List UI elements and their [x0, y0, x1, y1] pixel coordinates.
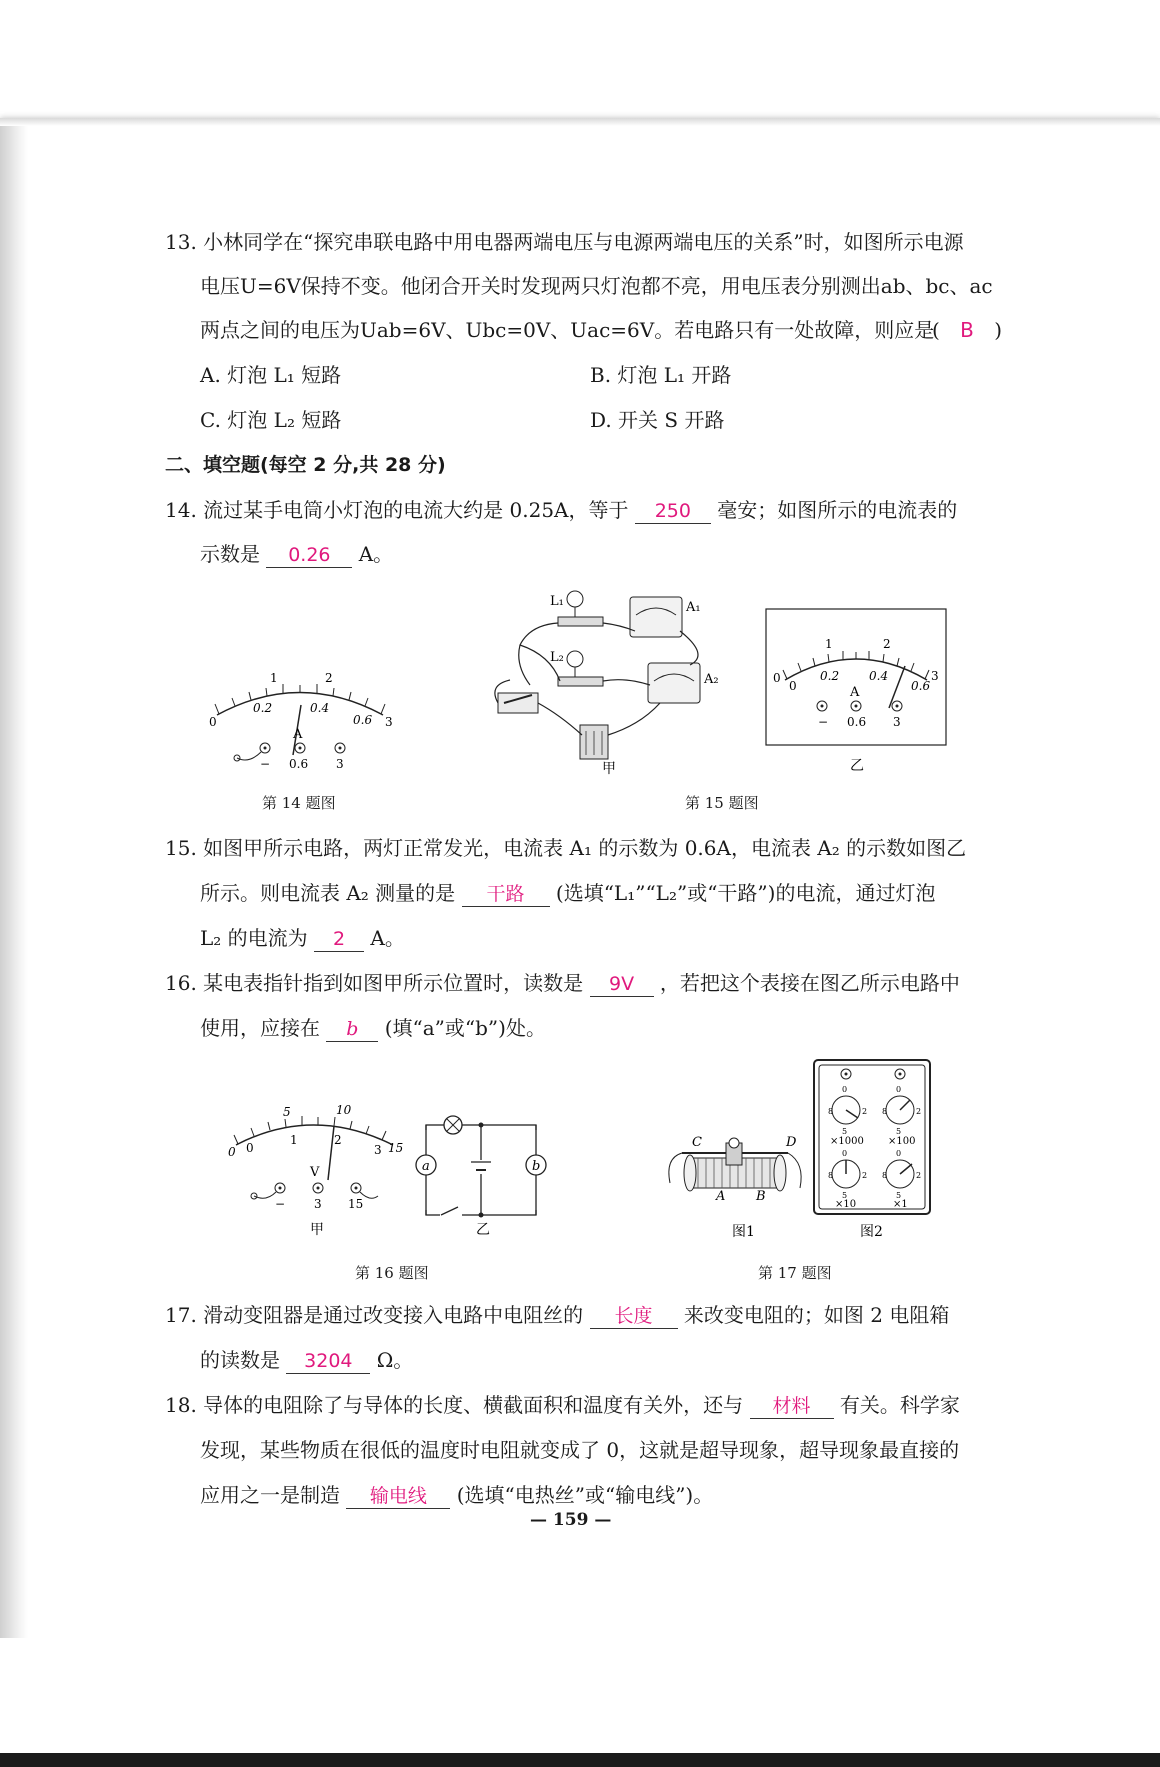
q15-answer1: 干路: [462, 882, 550, 907]
fig17-mult-1000: ×1000: [830, 1136, 864, 1147]
q18-text-d: (选填“电热丝”或“输电线”)。: [456, 1483, 714, 1507]
q18-answer1: 材料: [750, 1394, 834, 1419]
q14-text-b: 毫安；如图所示的电流表的: [717, 498, 958, 522]
fig14-term-06: 0.6: [289, 757, 309, 771]
fig17-d1000-2: 2: [862, 1107, 868, 1116]
fig16-b0: 0: [246, 1141, 254, 1155]
fig16-top-5: 5: [283, 1105, 291, 1119]
q16-line2: [200, 1014, 546, 1042]
fig17-d1000-8: 8: [828, 1107, 834, 1116]
q14-text-a: 14. 流过某手电筒小灯泡的电流大约是 0.25A，等于: [165, 498, 629, 522]
fig14-bottom-06: 0.6: [353, 713, 373, 727]
fig17-caption: 第 17 题图: [758, 1264, 832, 1282]
q14-text-c: 示数是: [200, 542, 260, 566]
q18-answer2: 输电线: [346, 1484, 450, 1509]
fig17-d1-2: 2: [916, 1171, 922, 1180]
fig16-end-0: 0: [228, 1145, 236, 1159]
fig16-end-15: 15: [388, 1141, 404, 1155]
fig16-label-b: b: [532, 1159, 541, 1174]
q14-text-d: A。: [358, 542, 394, 566]
fig17-mult-100: ×100: [888, 1136, 916, 1147]
fig17-d100-8: 8: [882, 1107, 888, 1116]
fig17-label-d: D: [786, 1135, 797, 1150]
fig16-term-15: 15: [348, 1197, 364, 1211]
q13-option-d: D. 开关 S 开路: [590, 408, 725, 432]
bottom-bar: [0, 1753, 1160, 1767]
q18-line1: [165, 1391, 960, 1419]
q16-text-a: 16. 某电表指针指到如图甲所示位置时，读数是: [165, 971, 584, 995]
q13-answer: B: [960, 318, 974, 342]
q15-line2: [200, 879, 935, 907]
q14-line1: [165, 496, 957, 524]
fig15-meter-b02: 0.2: [820, 669, 840, 683]
q16-answer2: b: [326, 1017, 378, 1042]
fig15-meter-term-neg: −: [818, 715, 829, 729]
q18-text-a: 18. 导体的电阻除了与导体的长度、横截面积和温度有关外，还与: [165, 1393, 744, 1417]
page-spine-shadow: [0, 118, 28, 1638]
fig15-meter-yi: [765, 608, 947, 778]
fig14-end-0: 0: [209, 715, 217, 729]
fig15-meter-top-1: 1: [825, 637, 833, 651]
fig15-meter-end-0: 0: [773, 671, 781, 685]
fig16-label-jia: 甲: [310, 1222, 324, 1238]
q13-line2: 电压U=6V保持不变。他闭合开关时发现两只灯泡都不亮，用电压表分别测出ab、bc、ac: [200, 274, 993, 298]
fig17-d1-8: 8: [882, 1171, 888, 1180]
q13-option-a: A. 灯泡 L₁ 短路: [200, 363, 342, 387]
fig17-label-c: C: [692, 1135, 702, 1150]
q18-line3: [200, 1481, 713, 1509]
q17-line2: [200, 1346, 413, 1374]
fig15-meter-term-3: 3: [893, 715, 901, 729]
fig16-unit: V: [310, 1165, 320, 1180]
fig14-unit: A: [293, 727, 303, 742]
fig16-voltmeter-circuit: [228, 1100, 548, 1240]
fig14-end-3: 3: [385, 715, 393, 729]
q17-text-b: 来改变电阻的；如图 2 电阻箱: [683, 1303, 950, 1327]
q18-text-b: 有关。科学家: [839, 1393, 960, 1417]
fig16-label-a: a: [422, 1159, 430, 1174]
fig15-meter-top-2: 2: [883, 637, 891, 651]
fig17-d10-0: 0: [842, 1149, 848, 1158]
q15-line3: [200, 924, 405, 952]
fig14-bottom-04: 0.4: [310, 701, 330, 715]
fig15-meter-b06: 0.6: [911, 679, 931, 693]
q17-text-c: 的读数是: [200, 1348, 280, 1372]
q18-text-c: 应用之一是制造: [200, 1483, 340, 1507]
q17-answer2: 3204: [286, 1349, 370, 1374]
fig14-bottom-02: 0.2: [253, 701, 273, 715]
fig14-top-2: 2: [325, 671, 333, 685]
fig14-top-1: 1: [270, 671, 278, 685]
q14-answer1: 250: [635, 499, 711, 524]
fig17-mult-10: ×10: [835, 1199, 857, 1210]
fig17-label-b: B: [756, 1189, 766, 1204]
fig15-meter-end-3: 3: [931, 669, 939, 683]
fig15-label-l2: L₂: [550, 650, 564, 665]
fig14-caption: 第 14 题图: [262, 794, 336, 812]
fig16-term-neg: −: [275, 1197, 286, 1211]
fig16-top-10: 10: [336, 1103, 352, 1117]
fig15-meter-term-06: 0.6: [847, 715, 867, 729]
section-title: 二、填空题(每空 2 分,共 28 分): [165, 454, 446, 476]
top-margin: [0, 0, 1160, 118]
fig15-label-a2: A₂: [704, 672, 719, 687]
fig16-term-3: 3: [314, 1197, 322, 1211]
fig17-d10-5: 5: [842, 1191, 848, 1200]
q18-line2: 发现，某些物质在很低的温度时电阻就变成了 0，这就是超导现象，超导现象最直接的: [200, 1438, 960, 1462]
fig15-label-l1: L₁: [550, 594, 564, 609]
fig17-label-fig1: 图1: [732, 1224, 755, 1240]
fig14-ammeter: [205, 660, 395, 775]
fig17-d1000-5: 5: [842, 1127, 848, 1136]
fig17-d10-8: 8: [828, 1171, 834, 1180]
q14-line2: [200, 540, 393, 568]
q16-answer1: 9V: [590, 972, 654, 997]
fig17-d1-0: 0: [896, 1149, 902, 1158]
fig17-d1-5: 5: [896, 1191, 902, 1200]
fig17-label-fig2: 图2: [860, 1224, 883, 1240]
fig17-d1000-0: 0: [842, 1085, 848, 1094]
q15-text-b: (选填“L₁”“L₂”或“干路”)的电流，通过灯泡: [555, 881, 936, 905]
q16-text-b: ，若把这个表接在图乙所示电路中: [659, 971, 960, 995]
page-top-shadow: [0, 118, 1160, 126]
q13-line3: 两点之间的电压为Uab=6V、Ubc=0V、Uac=6V。若电路只有一处故障，则应是: [200, 318, 935, 342]
fig15-meter-b04: 0.4: [869, 669, 889, 683]
q14-answer2: 0.26: [266, 543, 352, 568]
q16-text-c: 使用，应接在: [200, 1016, 320, 1040]
bottom-margin: [0, 1638, 1160, 1753]
q13-answer-bracket: [932, 316, 1002, 344]
fig17-label-a: A: [716, 1189, 726, 1204]
q13-option-b: B. 灯泡 L₁ 开路: [590, 363, 732, 387]
q17-text-d: Ω。: [376, 1348, 414, 1372]
fig15-label-jia: 甲: [602, 761, 616, 775]
q15-text-d: A。: [370, 926, 405, 950]
q13-paren-close: ): [994, 318, 1003, 342]
fig16-caption: 第 16 题图: [355, 1264, 429, 1282]
fig17-d10-2: 2: [862, 1171, 868, 1180]
q16-line1: [165, 969, 960, 997]
fig17-d100-0: 0: [896, 1085, 902, 1094]
q16-text-d: (填“a”或“b”)处。: [384, 1016, 546, 1040]
fig15-caption: 第 15 题图: [685, 794, 759, 812]
q17-line1: [165, 1301, 949, 1329]
fig16-b2: 2: [334, 1133, 342, 1147]
fig15-meter-unit: A: [850, 685, 860, 700]
q13-line1: 13. 小林同学在“探究串联电路中用电器两端电压与电源两端电压的关系”时，如图所示电源: [165, 230, 964, 254]
q17-text-a: 17. 滑动变阻器是通过改变接入电路中电阻丝的: [165, 1303, 584, 1327]
fig17-d100-5: 5: [896, 1127, 902, 1136]
q17-answer1: 长度: [590, 1304, 678, 1329]
q15-line1: 15. 如图甲所示电路，两灯正常发光，电流表 A₁ 的示数为 0.6A，电流表 A₂ 的示数如图乙: [165, 836, 967, 860]
fig15-label-yi: 乙: [850, 758, 864, 774]
q15-answer2: 2: [314, 927, 364, 952]
fig17-mult-1: ×1: [893, 1199, 908, 1210]
q15-text-a: 所示。则电流表 A₂ 测量的是: [200, 881, 456, 905]
page-number: — 159 —: [530, 1510, 612, 1530]
q15-text-c: L₂ 的电流为: [200, 926, 308, 950]
fig16-b1: 1: [290, 1133, 298, 1147]
q13-paren-open: (: [932, 318, 940, 342]
fig17-d100-2: 2: [916, 1107, 922, 1116]
fig15-label-a1: A₁: [686, 600, 701, 615]
fig17-rheostat-resistance-box: [660, 1058, 935, 1243]
q13-option-c: C. 灯泡 L₂ 短路: [200, 408, 342, 432]
fig15-meter-b0: 0: [789, 679, 797, 693]
fig16-label-yi: 乙: [476, 1222, 490, 1238]
fig14-term-neg: −: [260, 757, 271, 771]
fig14-term-3: 3: [336, 757, 344, 771]
fig16-b3: 3: [374, 1143, 382, 1157]
fig15-circuit: [490, 585, 730, 775]
